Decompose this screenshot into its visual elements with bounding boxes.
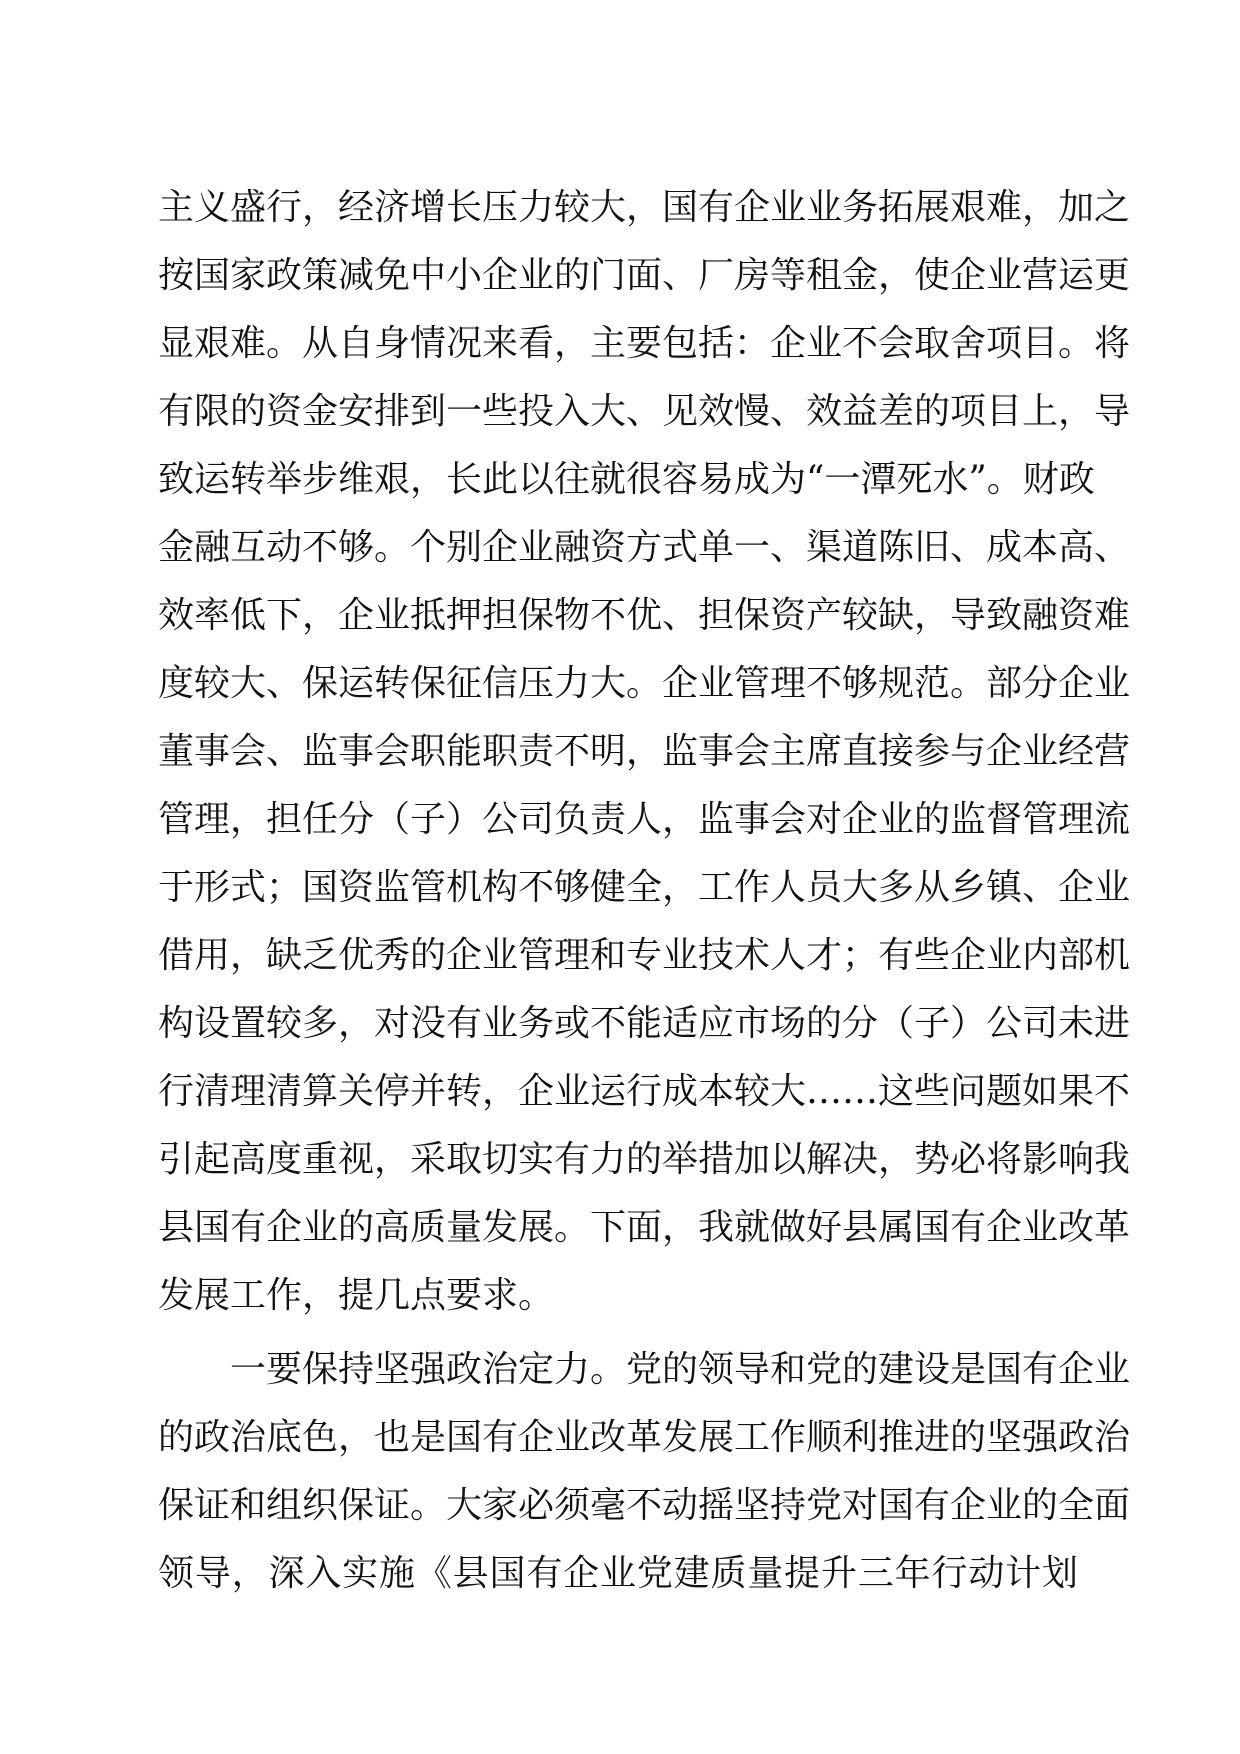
text-line: 一要保持坚强政治定力。党的领导和党的建设是国有企业 <box>230 1349 1131 1390</box>
text-line: 显艰难。从自身情况来看，主要包括：企业不会取舍项目。将 <box>158 323 1131 364</box>
text-line: 借用，缺乏优秀的企业管理和专业技术人才；有些企业内部机 <box>158 935 1131 976</box>
text-line: 效率低下，企业抵押担保物不优、担保资产较缺，导致融资难 <box>158 595 1131 636</box>
text-line: 行清理清算关停并转，企业运行成本较大……这些问题如果不 <box>158 1071 1131 1112</box>
text-line: 县国有企业的高质量发展。下面，我就做好县属国有企业改革 <box>158 1207 1131 1248</box>
text-line: 引起高度重视，采取切实有力的举措加以解决，势必将影响我 <box>158 1139 1131 1180</box>
text-line: 保证和组织保证。大家必须毫不动摇坚持党对国有企业的全面 <box>158 1485 1131 1526</box>
text-line: 按国家政策减免中小企业的门面、厂房等租金，使企业营运更 <box>158 255 1131 296</box>
text-line: 度较大、保运转保征信压力大。企业管理不够规范。部分企业 <box>158 663 1131 704</box>
paragraph-2 <box>158 1336 1131 1608</box>
text-line: 致运转举步维艰，长此以往就很容易成为“一潭死水”。财政 <box>158 459 1095 500</box>
body-text <box>158 174 1131 1608</box>
text-line: 领导，深入实施《县国有企业党建质量提升三年行动计划 <box>158 1553 1078 1594</box>
text-line: 金融互动不够。个别企业融资方式单一、渠道陈旧、成本高、 <box>158 527 1131 568</box>
text-line: 有限的资金安排到一些投入大、见效慢、效益差的项目上，导 <box>158 391 1131 432</box>
text-line: 管理，担任分（子）公司负责人，监事会对企业的监督管理流 <box>158 799 1131 840</box>
text-line: 于形式；国资监管机构不够健全，工作人员大多从乡镇、企业 <box>158 867 1131 908</box>
text-line: 构设置较多，对没有业务或不能适应市场的分（子）公司未进 <box>158 1003 1131 1044</box>
text-line: 董事会、监事会职能职责不明，监事会主席直接参与企业经营 <box>158 731 1131 772</box>
paragraph-1 <box>158 174 1131 1330</box>
text-line: 主义盛行，经济增长压力较大，国有企业业务拓展艰难，加之 <box>158 187 1131 228</box>
text-line: 发展工作，提几点要求。 <box>158 1275 555 1316</box>
text-line: 的政治底色，也是国有企业改革发展工作顺利推进的坚强政治 <box>158 1417 1131 1458</box>
